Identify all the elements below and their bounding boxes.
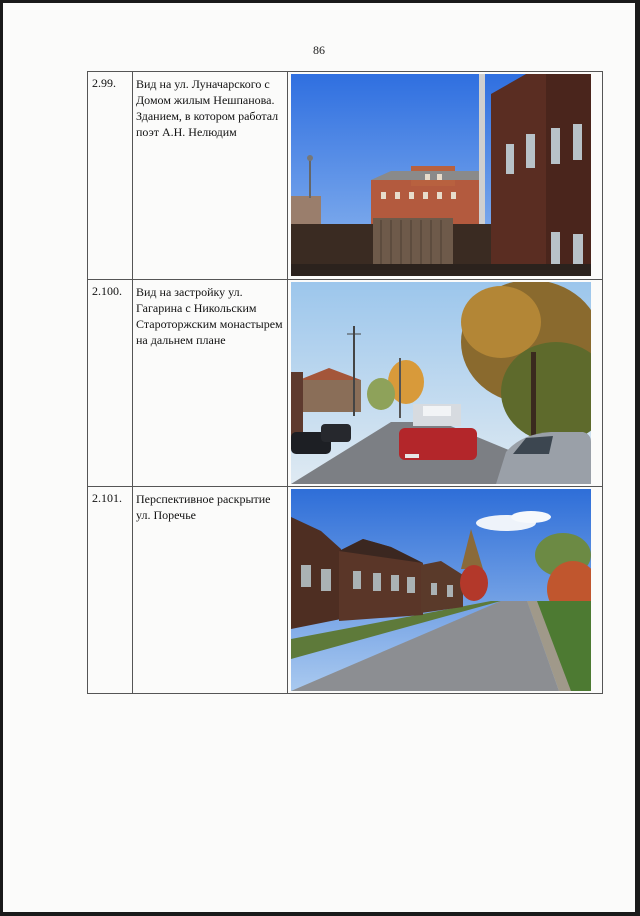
document-page [3,3,635,912]
table-row [88,280,603,487]
photo-lunacharskogo-street [291,74,591,276]
row-number: 2.100. [88,280,133,487]
row-number: 2.101. [88,487,133,694]
page-number: 86 [313,43,325,57]
photo-cell [288,72,603,280]
row-description: Перспективное раскрытие ул. Поречье [133,487,288,694]
photo-table [87,71,603,694]
row-number: 2.99. [88,72,133,280]
row-description: Вид на застройку ул. Гагарина с Никольским Староторжским монастырем на дальнем плане [133,280,288,487]
photo-gagarina-street [291,282,591,484]
photo-cell [288,280,603,487]
table-row [88,487,603,694]
row-description: Вид на ул. Луначарского с Домом жилым Нешпанова. Зданием, в котором работал поэт А.Н. Нелюдим [133,72,288,280]
photo-cell [288,487,603,694]
photo-porechye-street [291,489,591,691]
table-row [88,72,603,280]
